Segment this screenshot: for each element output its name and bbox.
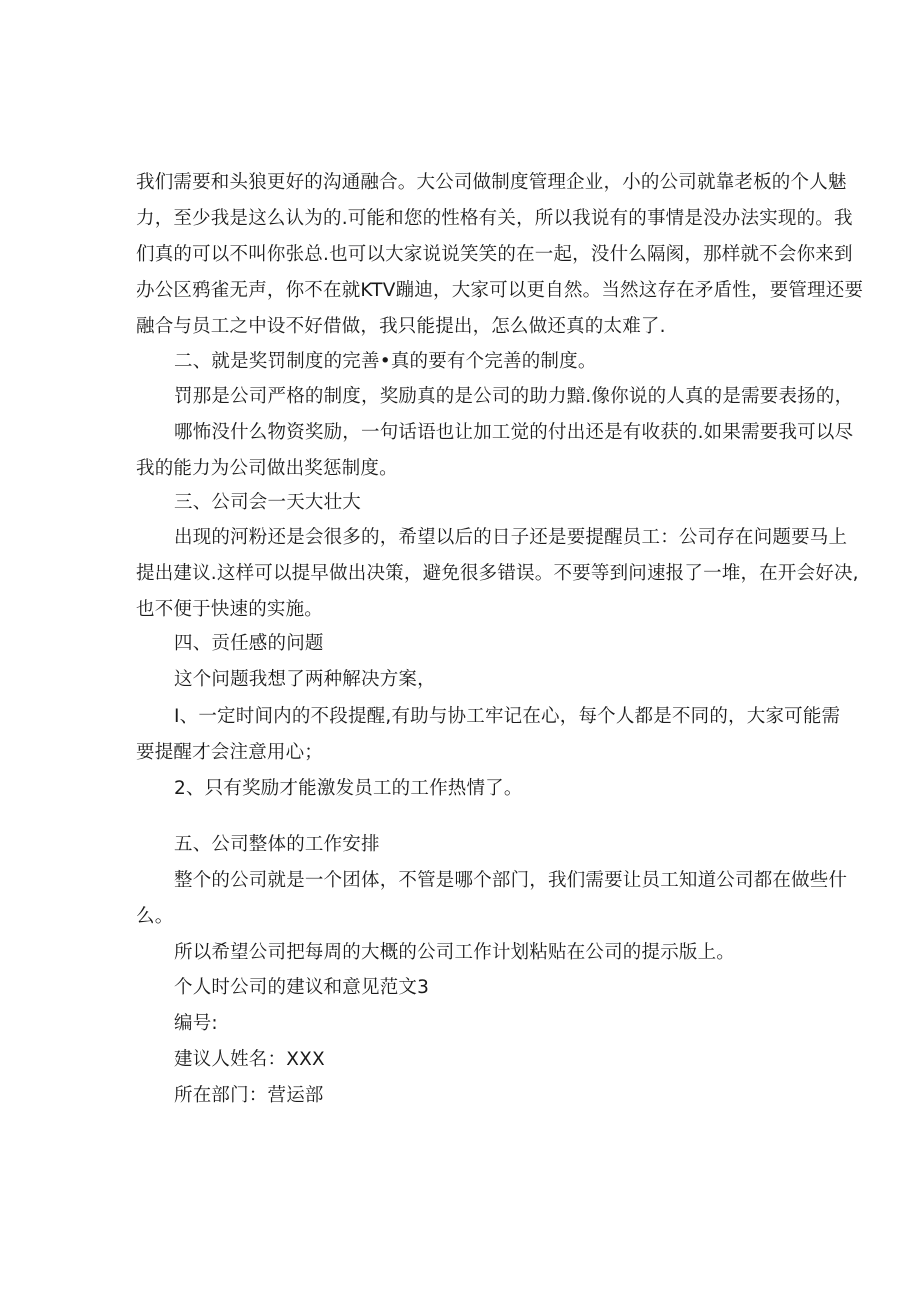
section-heading: 五、公司整体的工作安排 [174,834,380,855]
paragraph-line: 这个问题我想了两种解决方案， [174,669,436,690]
list-item: I、一定时间内的不段提醒,有助与协工牢记在心，每个人都是不同的，大家可能需 [174,706,841,727]
document-title: 个人时公司的建议和意见范文3 [174,977,430,998]
field-department: 所在部门：营运部 [174,1085,324,1106]
paragraph-line: 要提醒才会注意用心； [136,742,324,763]
section-heading: 三、公司会一天大壮大 [174,492,362,513]
paragraph-line: 哪怖没什么物资奖励，一句话语也让加工觉的付出还是有收获的.如果需要我可以尽 [174,422,854,443]
paragraph-line: 罚那是公司严格的制度，奖励真的是公司的助力黯.像你说的人真的是需要表扬的， [174,386,854,407]
paragraph-line: 办公区鸦雀无声，你不在就KTV蹦迪，大家可以更自然。当然这存在矛盾性，要管理还要 [136,280,864,301]
paragraph-line: 么。 [136,906,174,927]
paragraph-line: 出现的河粉还是会很多的，希望以后的日子还是要提醒员工：公司存在问题要马上 [174,527,848,548]
paragraph-line: 融合与员工之中设不好借做，我只能提出，怎么做还真的太难了. [136,316,666,337]
paragraph-line: 提出建议.这样可以提早做出决策，避免很多错误。不要等到问速报了一堆，在开会好决, [136,563,859,584]
paragraph-line: 们真的可以不叫你张总.也可以大家说说笑笑的在一起，没什么隔阂，那样就不会你来到 [136,244,853,265]
list-item: 2、只有奖励才能激发员工的工作热情了。 [174,778,523,799]
section-heading: 二、就是奖罚制度的完善•真的要有个完善的制度。 [174,351,597,372]
paragraph-line: 也不便于快速的实施。 [136,599,324,620]
paragraph-line: 我们需要和头狼更好的沟通融合。大公司做制度管理企业，小的公司就靠老板的个人魅 [136,172,847,193]
paragraph-line: 我的能力为公司做出奖惩制度。 [136,458,398,479]
section-heading: 四、贡任感的问题 [174,633,324,654]
paragraph-line: 整个的公司就是一个团体，不管是哪个部门，我们需要让员工知道公司都在做些什 [174,870,848,891]
paragraph-line: 力，至少我是这么认为的.可能和您的性格有关，所以我说有的事情是没办法实现的。我 [136,208,853,229]
field-proposer-name: 建议人姓名：XXX [174,1049,325,1070]
paragraph-line: 所以希望公司把每周的大概的公司工作计划粘贴在公司的提示版上。 [174,942,736,963]
field-number: 编号: [174,1013,218,1034]
